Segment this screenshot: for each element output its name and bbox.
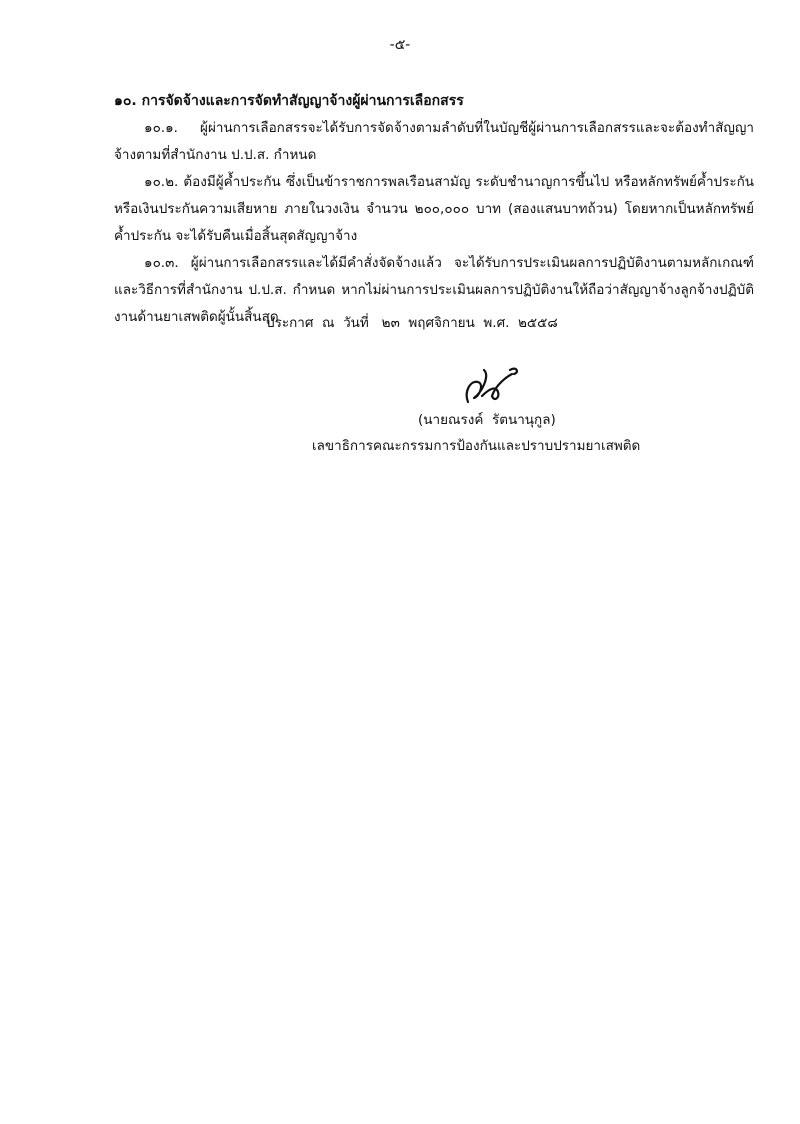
handwritten-signature (460, 362, 526, 410)
document-body (114, 88, 754, 331)
paragraph-10-2: ๑๐.๒. ต้องมีผู้ค้ำประกัน ซึ่งเป็นข้าราชการพลเรือนสามัญ ระดับชำนาญการขึ้นไป หรือหลักทรัพย์ค้ำประกันหรือเงินประกันความเสียหาย ภายในวงเงิน จำนวน ๒๐๐,๐๐๐ บาท (สองแสนบาทถ้วน) โดยหากเป็นหลักทรัพย์ค้ำประกัน จะได้รับคืนเมื่อสิ้นสุดสัญญาจ้าง (114, 174, 754, 244)
signatory-name: (นายณรงค์ รัตนานุกูล) (418, 412, 556, 428)
paragraph-10-3: ๑๐.๓. ผู้ผ่านการเลือกสรรและได้มีคำสั่งจัดจ้างแล้ว จะได้รับการประเมินผลการปฏิบัติงานตามหลักเกณฑ์และวิธีการที่สำนักงาน ป.ป.ส. กำหนด หากไม่ผ่านการประเมินผลการปฏิบัติงานให้ถือว่าสัญญาจ้างลูกจ้างปฏิบัติงานด้านยาเสพติดผู้นั้นสิ้นสุด (114, 255, 754, 325)
announcement-date-line: ประกาศ ณ วันที่ ๒๓ พฤศจิกายน พ.ศ. ๒๕๕๘ (266, 315, 558, 331)
paragraph-10-1: ๑๐.๑. ผู้ผ่านการเลือกสรรจะได้รับการจัดจ้างตามลำดับที่ในบัญชีผู้ผ่านการเลือกสรรและจะต้องทำสัญญาจ้างตามที่สำนักงาน ป.ป.ส. กำหนด (114, 120, 754, 163)
page-number: -๕- (389, 37, 411, 53)
section-heading: ๑๐. การจัดจ้างและการจัดทำสัญญาจ้างผู้ผ่านการเลือกสรร (114, 93, 464, 109)
signatory-title: เลขาธิการคณะกรรมการป้องกันและปราบปรามยาเสพติด (312, 438, 641, 454)
